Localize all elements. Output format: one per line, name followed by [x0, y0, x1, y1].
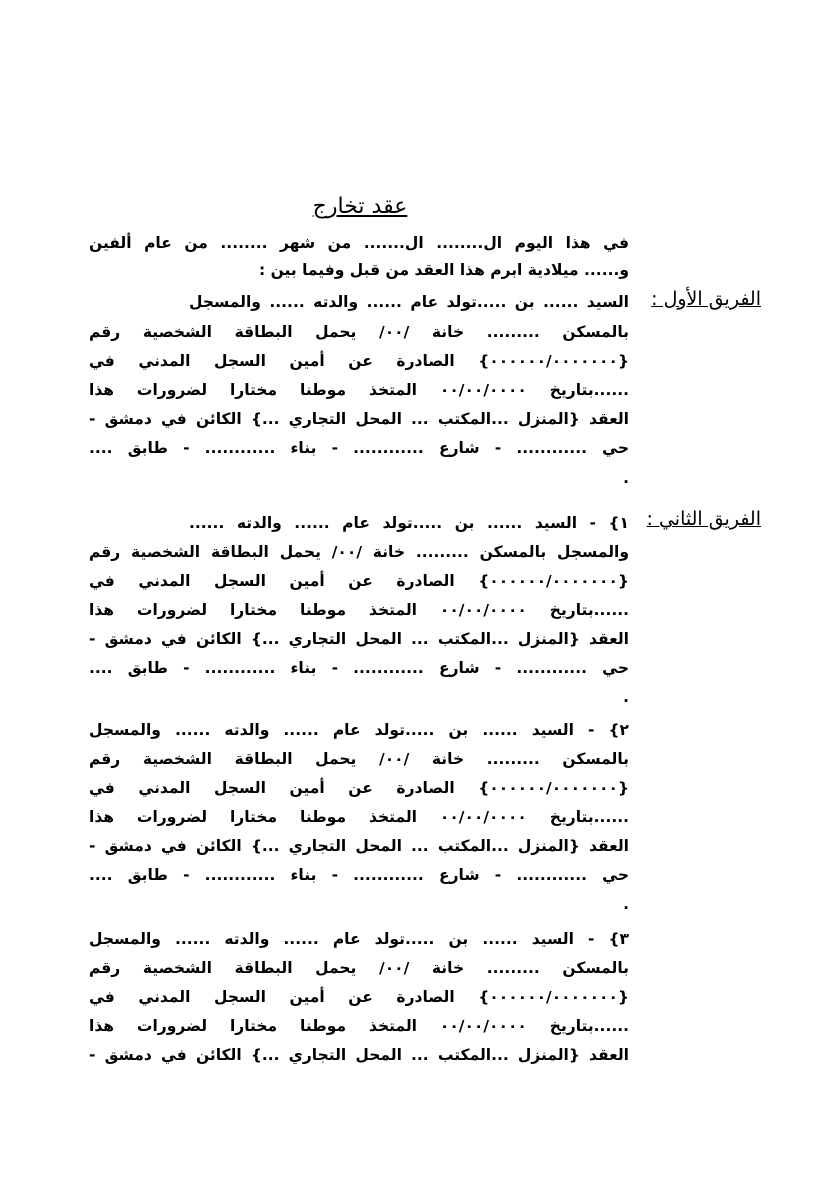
second-party-member-line: حي ............ - شارع ............ - بناء ............ - طابق ....: [89, 659, 629, 677]
second-party-member-line: بالمسكن ......... خانة /٠٠/ يحمل البطاقة الشخصية رقم: [89, 750, 629, 768]
second-party-member-line: العقد {المنزل ...المكتب ... المحل التجاري ...} الكائن في دمشق -: [89, 1046, 629, 1064]
second-party-member-line: {٠٠٠٠٠٠/٠٠٠٠٠٠٠} الصادرة عن أمين السجل المدني في: [89, 988, 629, 1006]
first-party-line: بالمسكن ......... خانة /٠٠/ يحمل البطاقة الشخصية رقم: [89, 323, 629, 341]
document-title: عقد تخارج: [312, 194, 408, 219]
second-party-member-line: العقد {المنزل ...المكتب ... المحل التجاري ...} الكائن في دمشق -: [89, 837, 629, 855]
second-party-member-line: والمسجل بالمسكن ......... خانة /٠٠/ يحمل البطاقة الشخصية رقم: [89, 543, 629, 561]
second-party-member-line: .: [623, 688, 629, 706]
second-party-member-line: ٢} - السيد ...... بن .....تولد عام ...... والدته ...... والمسجل: [89, 721, 629, 739]
first-party-line: السيد ...... بن .....تولد عام ...... والدته ...... والمسجل: [189, 293, 629, 311]
intro-line: و...... ميلادية ابرم هذا العقد من قبل وفيما بين :: [258, 261, 629, 279]
second-party-member-line: ......بتاريخ ٠٠/٠٠/٠٠٠٠ المتخذ موطنا مختارا لضرورات هذا: [89, 1017, 629, 1035]
second-party-member-line: حي ............ - شارع ............ - بناء ............ - طابق ....: [89, 866, 629, 884]
intro-line: في هذا اليوم ال........ ال....... من شهر ........ من عام ألفين: [89, 234, 629, 252]
second-party-member-line: بالمسكن ......... خانة /٠٠/ يحمل البطاقة الشخصية رقم: [89, 959, 629, 977]
first-party-line: {٠٠٠٠٠٠/٠٠٠٠٠٠٠} الصادرة عن أمين السجل المدني في: [89, 352, 629, 370]
second-party-member-line: ......بتاريخ ٠٠/٠٠/٠٠٠٠ المتخذ موطنا مختارا لضرورات هذا: [89, 808, 629, 826]
second-party-member-line: .: [623, 895, 629, 913]
first-party-line: .: [623, 469, 629, 487]
second-party-label: [647, 508, 762, 530]
second-party-member-line: ١} - السيد ...... بن .....تولد عام ...... والدته ......: [189, 514, 629, 532]
second-party-member-line: {٠٠٠٠٠٠/٠٠٠٠٠٠٠} الصادرة عن أمين السجل المدني في: [89, 779, 629, 797]
first-party-line: ......بتاريخ ٠٠/٠٠/٠٠٠٠ المتخذ موطنا مختارا لضرورات هذا: [89, 381, 629, 399]
second-party-member-line: ٣} - السيد ...... بن .....تولد عام ...... والدته ...... والمسجل: [89, 930, 629, 948]
second-party-label-text: الفريق الثاني :: [646, 508, 761, 530]
first-party-line: العقد {المنزل ...المكتب ... المحل التجاري ...} الكائن في دمشق -: [89, 410, 629, 428]
first-party-label-text: الفريق الأول :: [651, 288, 761, 310]
first-party-label: [651, 288, 761, 310]
first-party-line: حي ............ - شارع ............ - بناء ............ - طابق ....: [89, 439, 629, 457]
second-party-member-line: {٠٠٠٠٠٠/٠٠٠٠٠٠٠} الصادرة عن أمين السجل المدني في: [89, 572, 629, 590]
second-party-member-line: ......بتاريخ ٠٠/٠٠/٠٠٠٠ المتخذ موطنا مختارا لضرورات هذا: [89, 601, 629, 619]
second-party-member-line: العقد {المنزل ...المكتب ... المحل التجاري ...} الكائن في دمشق -: [89, 630, 629, 648]
